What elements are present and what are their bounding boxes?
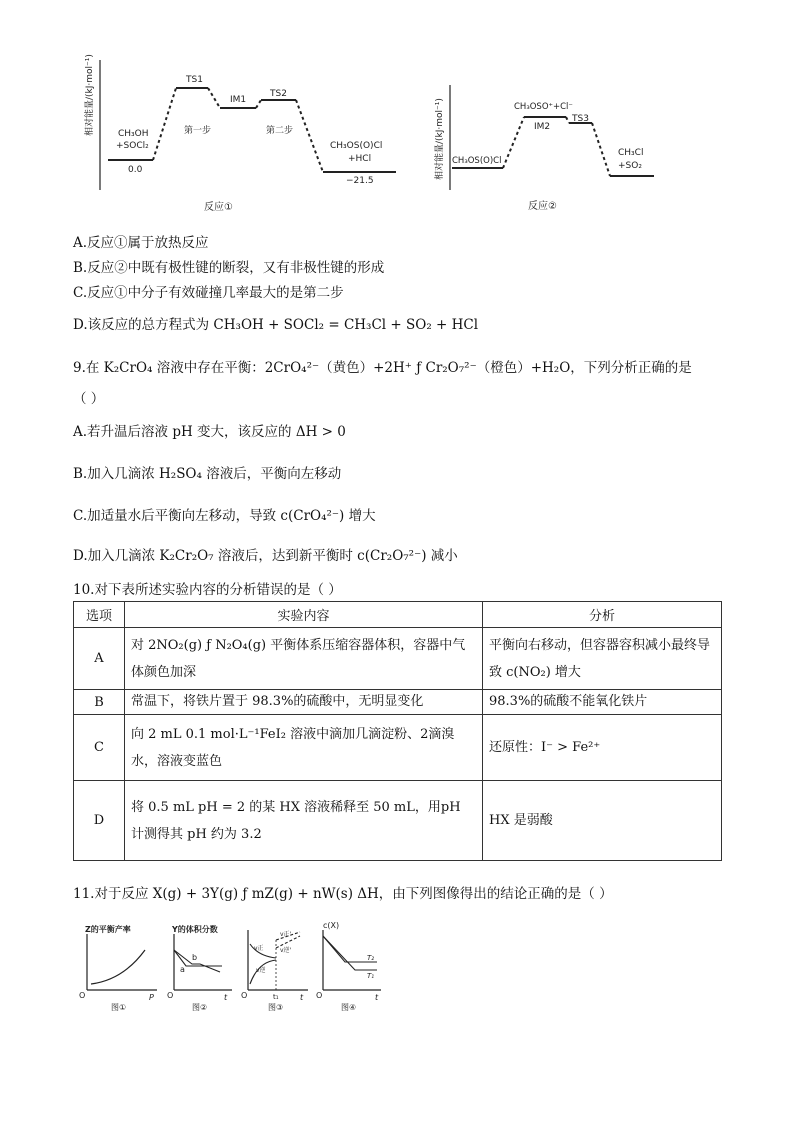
- row-content: 向 2 mL 0.1 mol·L⁻¹FeI₂ 溶液中滴加几滴淀粉、2滴溴水，溶液变蓝色: [125, 715, 483, 781]
- chart1-origin: O: [79, 991, 86, 1000]
- row-analysis: HX 是弱酸: [483, 781, 722, 861]
- chart3-origin: O: [241, 991, 248, 1000]
- fig1-product1: CH₃OS(O)Cl: [330, 141, 383, 151]
- table-row: [74, 715, 722, 781]
- table-row: [74, 628, 722, 690]
- q8-option-c: C.反应①中分子有效碰撞几率最大的是第二步: [73, 285, 344, 301]
- fig2-caption: 反应②: [528, 201, 557, 212]
- fig2-ts3: TS3: [572, 114, 589, 124]
- chart1-caption: 图①: [111, 1003, 127, 1012]
- chart3-v-pos: v正: [254, 945, 264, 952]
- fig1-ylabel: 相对能量/(kJ·mol⁻¹): [85, 54, 95, 136]
- chart3-v-neg2-label: v逆': [280, 947, 292, 954]
- chart1-xlabel: P: [149, 993, 154, 1002]
- fig1-product-energy: −21.5: [346, 176, 374, 186]
- chart2-label-b: b: [192, 953, 198, 962]
- fig2-reactant: CH₃OS(O)Cl: [452, 156, 502, 166]
- chart4-xlabel: t: [375, 993, 379, 1002]
- row-analysis: 98.3%的硫酸不能氧化铁片: [483, 690, 722, 715]
- q11-chart-3: [240, 922, 312, 1014]
- chart4-caption: 图④: [341, 1003, 357, 1012]
- q10-table: [73, 601, 722, 861]
- fig1-caption: 反应①: [204, 202, 233, 213]
- q11-stem: 11.对于反应 X(g) + 3Y(g) ƒ mZ(g) + nW(s) ΔH，由下列图像得出的结论正确的是（ ）: [73, 886, 613, 902]
- table-row: [74, 781, 722, 861]
- row-analysis: 平衡向右移动，但容器容积减小最终导致 c(NO₂) 增大: [483, 628, 722, 690]
- q9-option-b: B.加入几滴浓 H₂SO₄ 溶液后，平衡向左移动: [73, 466, 342, 482]
- header-content: 实验内容: [125, 602, 483, 628]
- q8-option-a: A.反应①属于放热反应: [73, 235, 209, 251]
- chart2-caption: 图②: [192, 1003, 208, 1012]
- chart4-t1: T₁: [367, 972, 375, 980]
- fig2-im2: IM2: [534, 122, 551, 132]
- chart1-title: Z的平衡产率: [85, 925, 131, 934]
- table-header-row: [74, 602, 722, 628]
- table-row: [74, 690, 722, 715]
- chart2-xlabel: t: [224, 993, 228, 1002]
- chart3-t1: t₁: [273, 993, 279, 1001]
- q9-paren: （ ）: [73, 391, 105, 407]
- q9-option-d: D.加入几滴浓 K₂Cr₂O₇ 溶液后，达到新平衡时 c(Cr₂O₇²⁻) 减小: [73, 548, 458, 564]
- fig1-ts1: TS1: [186, 75, 203, 85]
- q9-stem: 9.在 K₂CrO₄ 溶液中存在平衡：2CrO₄²⁻（黄色）+2H⁺ ƒ Cr₂O₇²⁻（橙色）+H₂O，下列分析正确的是: [73, 360, 692, 376]
- fig1-reactant-energy: 0.0: [128, 165, 143, 175]
- q11-chart-4: [315, 916, 385, 1014]
- fig1-product2: +HCl: [348, 154, 372, 164]
- row-option: B: [74, 690, 125, 715]
- row-option: A: [74, 628, 125, 690]
- chart2-label-a: a: [180, 965, 185, 974]
- fig2-im2-top: CH₃OSO⁺+Cl⁻: [514, 102, 573, 112]
- fig1-step2: 第二步: [266, 126, 294, 136]
- q11-chart-2: [166, 922, 236, 1014]
- header-option: 选项: [74, 602, 125, 628]
- fig2-ylabel: 相对能量/(kJ·mol⁻¹): [435, 98, 445, 180]
- chart4-origin: O: [316, 991, 323, 1000]
- fig1-reactant2: +SOCl₂: [116, 141, 149, 151]
- chart1-curve: [91, 950, 145, 984]
- fig2-product1: CH₃Cl: [618, 148, 644, 158]
- row-content: 常温下，将铁片置于 98.3%的硫酸中，无明显变化: [125, 690, 483, 715]
- row-analysis: 还原性：I⁻ > Fe²⁺: [483, 715, 722, 781]
- chart4-title: c(X): [323, 921, 340, 930]
- q11-chart-1: [73, 922, 163, 1014]
- chart2-title: Y的体积分数: [172, 925, 218, 934]
- fig1-im1: IM1: [230, 95, 247, 105]
- row-content: 对 2NO₂(g) ƒ N₂O₄(g) 平衡体系压缩容器体积，容器中气体颜色加深: [125, 628, 483, 690]
- header-analysis: 分析: [483, 602, 722, 628]
- q8-option-b: B.反应②中既有极性键的断裂，又有非极性键的形成: [73, 260, 385, 276]
- q10-stem: 10.对下表所述实验内容的分析错误的是（ ）: [73, 582, 342, 598]
- fig1-step1: 第一步: [184, 126, 212, 136]
- fig1-reactant1: CH₃OH: [118, 129, 149, 139]
- chart3-xlabel: t: [300, 993, 304, 1002]
- chart3-caption: 图③: [268, 1003, 284, 1012]
- fig1-ts2: TS2: [270, 89, 287, 99]
- row-option: D: [74, 781, 125, 861]
- chart4-t2: T₂: [367, 954, 375, 962]
- chart4-curve-t1: [323, 936, 377, 970]
- chart3-v-pos2-label: v正': [280, 931, 292, 938]
- row-option: C: [74, 715, 125, 781]
- row-content: 将 0.5 mL pH = 2 的某 HX 溶液稀释至 50 mL，用pH 计测得其 pH 约为 3.2: [125, 781, 483, 861]
- q8-option-d: D.该反应的总方程式为 CH₃OH + SOCl₂ = CH₃Cl + SO₂ + HCl: [73, 317, 479, 333]
- q9-option-a: A.若升温后溶液 pH 变大，该反应的 ΔH > 0: [73, 424, 346, 440]
- energy-diagram-reaction-2: [428, 75, 668, 220]
- chart3-v-neg: v逆: [256, 967, 266, 974]
- q9-option-c: C.加适量水后平衡向左移动，导致 c(CrO₄²⁻) 增大: [73, 508, 376, 524]
- energy-diagram-reaction-1: [78, 40, 408, 220]
- fig2-product2: +SO₂: [618, 161, 642, 171]
- chart2-origin: O: [167, 991, 174, 1000]
